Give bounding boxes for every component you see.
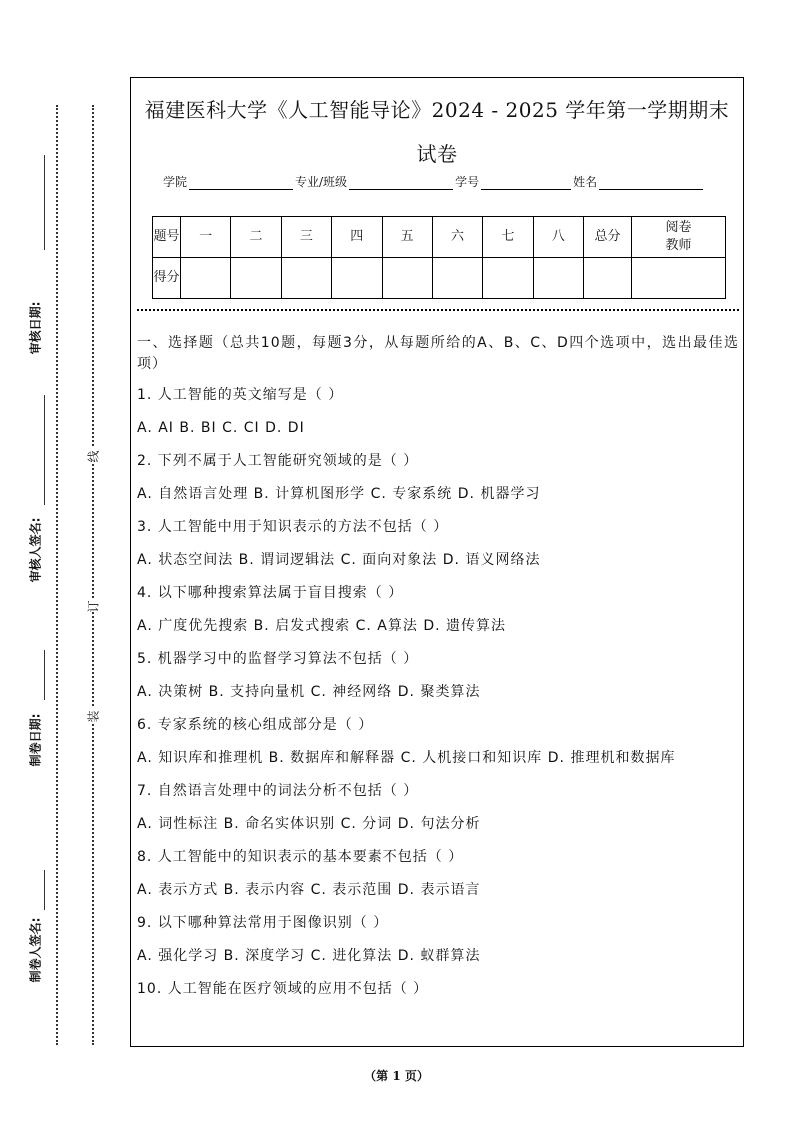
question-text: 5. 机器学习中的监督学习算法不包括（ ） bbox=[137, 651, 419, 667]
reviewer-sign-blank bbox=[44, 395, 45, 505]
page-number: （第 1 页） bbox=[364, 1069, 429, 1083]
col-header: 八 bbox=[533, 217, 583, 258]
question-text: 9. 以下哪种算法常用于图像识别（ ） bbox=[137, 915, 389, 931]
review-date-blank bbox=[44, 155, 45, 250]
binding-dotted-line-inner bbox=[92, 105, 94, 1045]
col-header: 四 bbox=[332, 217, 382, 258]
question-text: 3. 人工智能中用于知识表示的方法不包括（ ） bbox=[137, 519, 449, 535]
score-cell[interactable] bbox=[231, 258, 281, 299]
preparer-sign-blank bbox=[44, 870, 45, 910]
col-header: 二 bbox=[231, 217, 281, 258]
question-text: 8. 人工智能中的知识表示的基本要素不包括（ ） bbox=[137, 849, 464, 865]
col-header-total: 总分 bbox=[584, 217, 632, 258]
binding-char-bind: 订 bbox=[86, 598, 100, 612]
question-options: A. 决策树 B. 支持向量机 C. 神经网络 D. 聚类算法 bbox=[137, 684, 481, 700]
binding-char-fold: 装 bbox=[86, 708, 100, 722]
row-label-score: 得分 bbox=[153, 258, 181, 299]
score-cell[interactable] bbox=[533, 258, 583, 299]
col-header: 七 bbox=[483, 217, 533, 258]
col-header: 一 bbox=[181, 217, 231, 258]
score-cell[interactable] bbox=[432, 258, 482, 299]
score-cell[interactable] bbox=[281, 258, 331, 299]
exam-title: 福建医科大学《人工智能导论》2024 - 2025 学年第一学期期末试卷 bbox=[144, 98, 730, 166]
student-id-label: 学号 bbox=[455, 175, 480, 189]
score-table-header-row bbox=[153, 217, 726, 258]
major-label: 专业/班级 bbox=[295, 175, 348, 189]
binding-dotted-line-outer bbox=[56, 105, 58, 1045]
score-cell[interactable] bbox=[382, 258, 432, 299]
question-text: 7. 自然语言处理中的词法分析不包括（ ） bbox=[137, 783, 419, 799]
question-options: A. 强化学习 B. 深度学习 C. 进化算法 D. 蚁群算法 bbox=[137, 948, 481, 964]
question-options: A. 词性标注 B. 命名实体识别 C. 分词 D. 句法分析 bbox=[137, 816, 481, 832]
college-field[interactable] bbox=[189, 177, 293, 190]
question-options: A. AI B. BI C. CI D. DI bbox=[137, 420, 305, 436]
preparer-sign-label: 制卷人签名: bbox=[28, 917, 43, 983]
section-heading-multiple-choice: 一、选择题（总共10题，每题3分，从每题所给的A、B、C、D四个选项中，选出最佳选项） bbox=[137, 335, 739, 372]
question-text: 6. 专家系统的核心组成部分是（ ） bbox=[137, 717, 374, 733]
score-cell[interactable] bbox=[181, 258, 231, 299]
binding-char-line: 线 bbox=[86, 448, 100, 462]
student-id-field[interactable] bbox=[481, 177, 571, 190]
col-header: 六 bbox=[432, 217, 482, 258]
question-list bbox=[137, 385, 739, 1012]
col-header: 三 bbox=[281, 217, 331, 258]
name-field[interactable] bbox=[599, 177, 703, 190]
question-text: 4. 以下哪种搜索算法属于盲目搜索（ ） bbox=[137, 585, 404, 601]
question-options: A. 广度优先搜索 B. 启发式搜索 C. A算法 D. 遗传算法 bbox=[137, 618, 507, 634]
score-cell[interactable] bbox=[483, 258, 533, 299]
score-cell-teacher[interactable] bbox=[632, 258, 726, 299]
col-header-teacher: 阅卷教师 bbox=[632, 217, 726, 258]
separator-dotted-line bbox=[137, 309, 739, 311]
review-date-label: 审核日期: bbox=[28, 301, 43, 355]
score-cell-total[interactable] bbox=[584, 258, 632, 299]
question-options: A. 知识库和推理机 B. 数据库和解释器 C. 人机接口和知识库 D. 推理机和数据库 bbox=[137, 750, 676, 766]
col-header: 五 bbox=[382, 217, 432, 258]
question-text: 1. 人工智能的英文缩写是（ ） bbox=[137, 387, 344, 403]
reviewer-sign-label: 审核人签名: bbox=[28, 517, 43, 583]
exam-paper-frame bbox=[130, 77, 744, 1047]
prepare-date-label: 制卷日期: bbox=[28, 713, 43, 767]
major-field[interactable] bbox=[349, 177, 453, 190]
score-cell[interactable] bbox=[332, 258, 382, 299]
name-label: 姓名 bbox=[573, 175, 598, 189]
row-label-question-number: 题号 bbox=[153, 217, 181, 258]
question-options: A. 自然语言处理 B. 计算机图形学 C. 专家系统 D. 机器学习 bbox=[137, 486, 541, 502]
score-table bbox=[152, 216, 726, 299]
question-text: 10. 人工智能在医疗领域的应用不包括（ ） bbox=[137, 981, 429, 997]
question-options: A. 表示方式 B. 表示内容 C. 表示范围 D. 表示语言 bbox=[137, 882, 481, 898]
question-options: A. 状态空间法 B. 谓词逻辑法 C. 面向对象法 D. 语义网络法 bbox=[137, 552, 541, 568]
prepare-date-blank bbox=[44, 650, 45, 700]
question-text: 2. 下列不属于人工智能研究领域的是（ ） bbox=[137, 453, 419, 469]
student-info-line bbox=[163, 173, 705, 190]
score-table-score-row bbox=[153, 258, 726, 299]
college-label: 学院 bbox=[163, 175, 188, 189]
